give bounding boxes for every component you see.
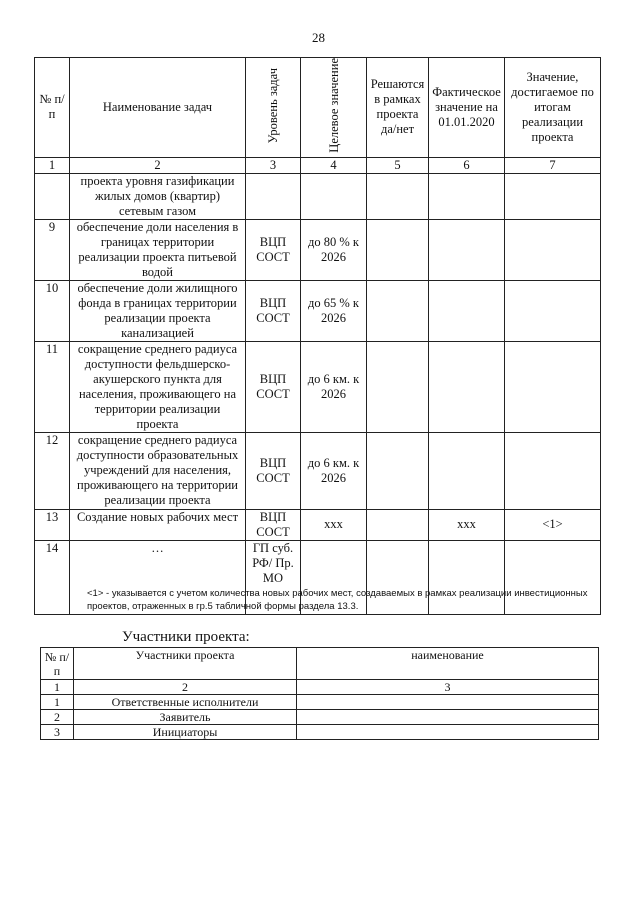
row-level: ВЦП СОСТ	[246, 509, 301, 540]
row-achieved	[505, 432, 601, 509]
row-num: 9	[35, 219, 70, 280]
column-number: 2	[70, 157, 246, 173]
row-level: ВЦП СОСТ	[246, 219, 301, 280]
row-decided	[367, 432, 429, 509]
row-target: до 6 км. к 2026	[301, 432, 367, 509]
header-name: Наименование задач	[70, 58, 246, 158]
row-num	[35, 173, 70, 219]
row-num: 12	[35, 432, 70, 509]
page-number: 28	[312, 30, 325, 45]
row-target: ххх	[301, 509, 367, 540]
row-name: обеспечение доли населения в границах территории реализации проекта питьевой водой	[70, 219, 246, 280]
row-decided	[367, 509, 429, 540]
column-number: 1	[41, 680, 74, 695]
table-row	[35, 173, 601, 219]
participants-column-number-row	[41, 680, 599, 695]
row-actual	[429, 173, 505, 219]
participants-header-row	[41, 648, 599, 680]
participants-row-name	[297, 725, 599, 740]
row-achieved: <1>	[505, 509, 601, 540]
column-number: 4	[301, 157, 367, 173]
column-number: 6	[429, 157, 505, 173]
column-number: 3	[246, 157, 301, 173]
row-target: до 80 % к 2026	[301, 219, 367, 280]
row-name: сокращение среднего радиуса доступности фельдшерско-акушерского пункта для населения, проживающего на территории реализации проекта	[70, 341, 246, 432]
participants-row	[41, 710, 599, 725]
row-actual	[429, 341, 505, 432]
row-level: ВЦП СОСТ	[246, 432, 301, 509]
participants-row-name	[297, 710, 599, 725]
header-decided: Решаются в рамках проекта да/нет	[367, 58, 429, 158]
row-level: ГП суб. РФ/ Пр. МО	[246, 540, 301, 614]
row-num: 11	[35, 341, 70, 432]
participants-row	[41, 695, 599, 710]
row-decided	[367, 341, 429, 432]
table-row	[35, 280, 601, 341]
participants-header-num: № п/п	[41, 648, 74, 680]
row-achieved	[505, 219, 601, 280]
header-num: № п/п	[35, 58, 70, 158]
row-decided	[367, 173, 429, 219]
row-target: до 65 % к 2026	[301, 280, 367, 341]
table-header-row	[35, 58, 601, 158]
header-level-text: Уровень задач	[266, 67, 280, 144]
participants-row-participant: Инициаторы	[74, 725, 297, 740]
header-level	[246, 58, 301, 158]
row-level: ВЦП СОСТ	[246, 341, 301, 432]
footnote: <1> - указывается с учетом количества новых рабочих мест, создаваемых в рамках реализации инвестиционных проектов, отраженных в гр.5 табличной формы раздела 13.3.	[87, 588, 588, 612]
table-row	[35, 341, 601, 432]
row-actual	[429, 219, 505, 280]
header-target	[301, 58, 367, 158]
row-target	[301, 173, 367, 219]
participants-title: Участники проекта:	[122, 629, 250, 645]
row-actual	[429, 280, 505, 341]
participants-row-participant: Ответственные исполнители	[74, 695, 297, 710]
column-number: 5	[367, 157, 429, 173]
table-row	[35, 432, 601, 509]
participants-row-num: 2	[41, 710, 74, 725]
header-actual: Фактическое значение на 01.01.2020	[429, 58, 505, 158]
participants-row	[41, 725, 599, 740]
header-target-text: Целевое значение	[326, 58, 341, 153]
participants-header-name: наименование	[297, 648, 599, 680]
row-actual: ххх	[429, 509, 505, 540]
row-name: обеспечение доли жилищного фонда в границах территории реализации проекта канализацией	[70, 280, 246, 341]
row-name: сокращение среднего радиуса доступности образовательных учреждений для населения, проживающего на территории реализации проекта	[70, 432, 246, 509]
row-num: 13	[35, 509, 70, 540]
row-achieved	[505, 280, 601, 341]
row-achieved	[505, 173, 601, 219]
header-achieved: Значение, достигаемое по итогам реализации проекта	[505, 58, 601, 158]
row-level: ВЦП СОСТ	[246, 280, 301, 341]
column-number: 1	[35, 157, 70, 173]
participants-row-name	[297, 695, 599, 710]
row-actual	[429, 432, 505, 509]
row-decided	[367, 280, 429, 341]
participants-table	[40, 647, 599, 740]
row-num: 14	[35, 540, 70, 614]
row-target: до 6 км. к 2026	[301, 341, 367, 432]
participants-row-num: 3	[41, 725, 74, 740]
participants-header-participants: Участники проекта	[74, 648, 297, 680]
column-number: 3	[297, 680, 599, 695]
participants-row-participant: Заявитель	[74, 710, 297, 725]
column-number: 2	[74, 680, 297, 695]
table-row	[35, 219, 601, 280]
row-name: Создание новых рабочих мест	[70, 509, 246, 540]
row-level	[246, 173, 301, 219]
column-number-row	[35, 157, 601, 173]
row-name: проекта уровня газификации жилых домов (квартир) сетевым газом	[70, 173, 246, 219]
column-number: 7	[505, 157, 601, 173]
table-row	[35, 509, 601, 540]
row-name: …	[70, 540, 246, 614]
row-num: 10	[35, 280, 70, 341]
participants-row-num: 1	[41, 695, 74, 710]
row-achieved	[505, 341, 601, 432]
row-decided	[367, 219, 429, 280]
tasks-table	[34, 57, 601, 615]
